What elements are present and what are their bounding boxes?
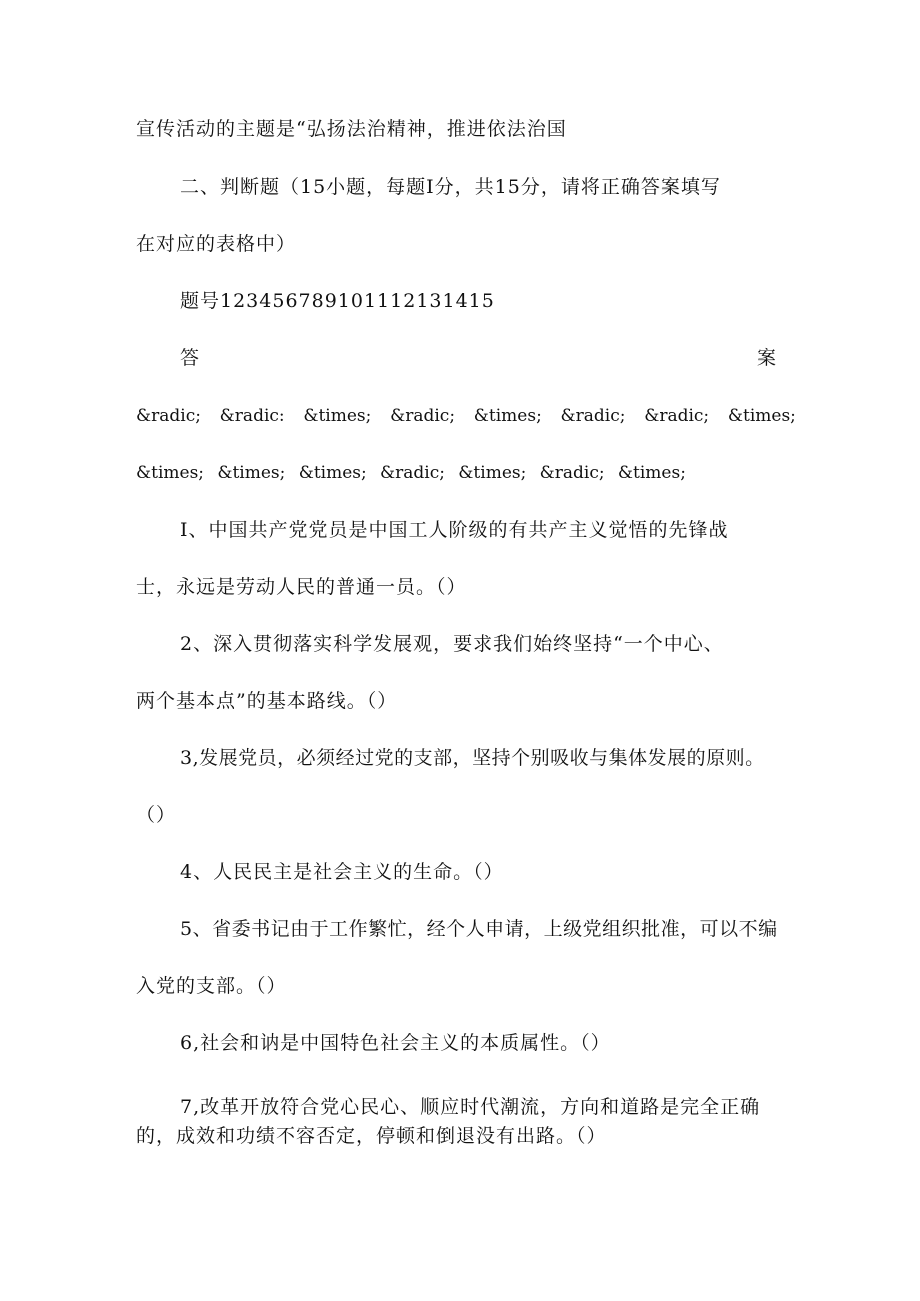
answer-cell: &radic;	[560, 406, 626, 426]
question-5-line-1: 5、省委书记由于工作繁忙，经个人申请，上级党组织批准，可以不编	[180, 918, 778, 940]
answer-cell: &times;	[458, 463, 527, 483]
answer-header-left: 答	[180, 347, 200, 369]
text-line-theme: 宣传活动的主题是“弘扬法治精神，推进依法治国	[136, 118, 567, 140]
question-5-line-2: 入党的支部。（）	[136, 975, 287, 997]
answer-cell: &radic;	[390, 406, 456, 426]
answer-cell: &times;	[303, 406, 372, 426]
question-1-line-1: I、中国共产党党员是中国工人阶级的有共产主义觉悟的先锋战	[180, 519, 729, 541]
answer-cell: &radic;	[539, 463, 605, 483]
question-7-line-2: 的，成效和功绩不容否定，停顿和倒退没有出路。（）	[136, 1125, 607, 1147]
question-3-line-1: 3,发展党员，必须经过党的支部，坚持个别吸收与集体发展的原则。	[180, 747, 765, 769]
answer-cell: &times;	[617, 463, 686, 483]
answer-cell: &times;	[727, 406, 796, 426]
answer-cell: &times;	[136, 463, 205, 483]
section-heading-continuation: 在对应的表格中）	[136, 233, 297, 255]
question-4: 4、人民民主是社会主义的生命。（）	[180, 861, 504, 883]
section-heading-true-false: 二、判断题（15小题，每题I分，共15分，请将正确答案填写	[180, 176, 721, 198]
answer-cell: &radic:	[219, 406, 285, 426]
question-6: 6,社会和讷是中国特色社会主义的本质属性。（）	[180, 1032, 611, 1054]
question-2-line-1: 2、深入贯彻落实科学发展观，要求我们始终坚持“一个中心、	[180, 633, 724, 655]
answer-row-2	[136, 461, 686, 485]
question-1-line-2: 士，永远是劳动人民的普通一员。（）	[136, 576, 467, 598]
answer-cell: &times;	[217, 463, 286, 483]
answer-header-right: 案	[756, 347, 776, 369]
answer-cell: &radic;	[136, 406, 201, 426]
question-7-line-1: 7,改革开放符合党心民心、顺应时代潮流，方向和道路是完全正确	[180, 1096, 761, 1118]
answer-cell: &times;	[298, 463, 367, 483]
answer-row-1	[136, 404, 796, 428]
answer-cell: &radic;	[644, 406, 710, 426]
answer-cell: &times;	[473, 406, 542, 426]
answer-header-row	[180, 346, 776, 370]
question-number-row: 题号123456789101112131415	[180, 290, 495, 312]
question-3-line-2: （）	[136, 804, 177, 826]
answer-cell: &radic;	[380, 463, 445, 483]
question-2-line-2: 两个基本点”的基本路线。（）	[136, 690, 398, 712]
